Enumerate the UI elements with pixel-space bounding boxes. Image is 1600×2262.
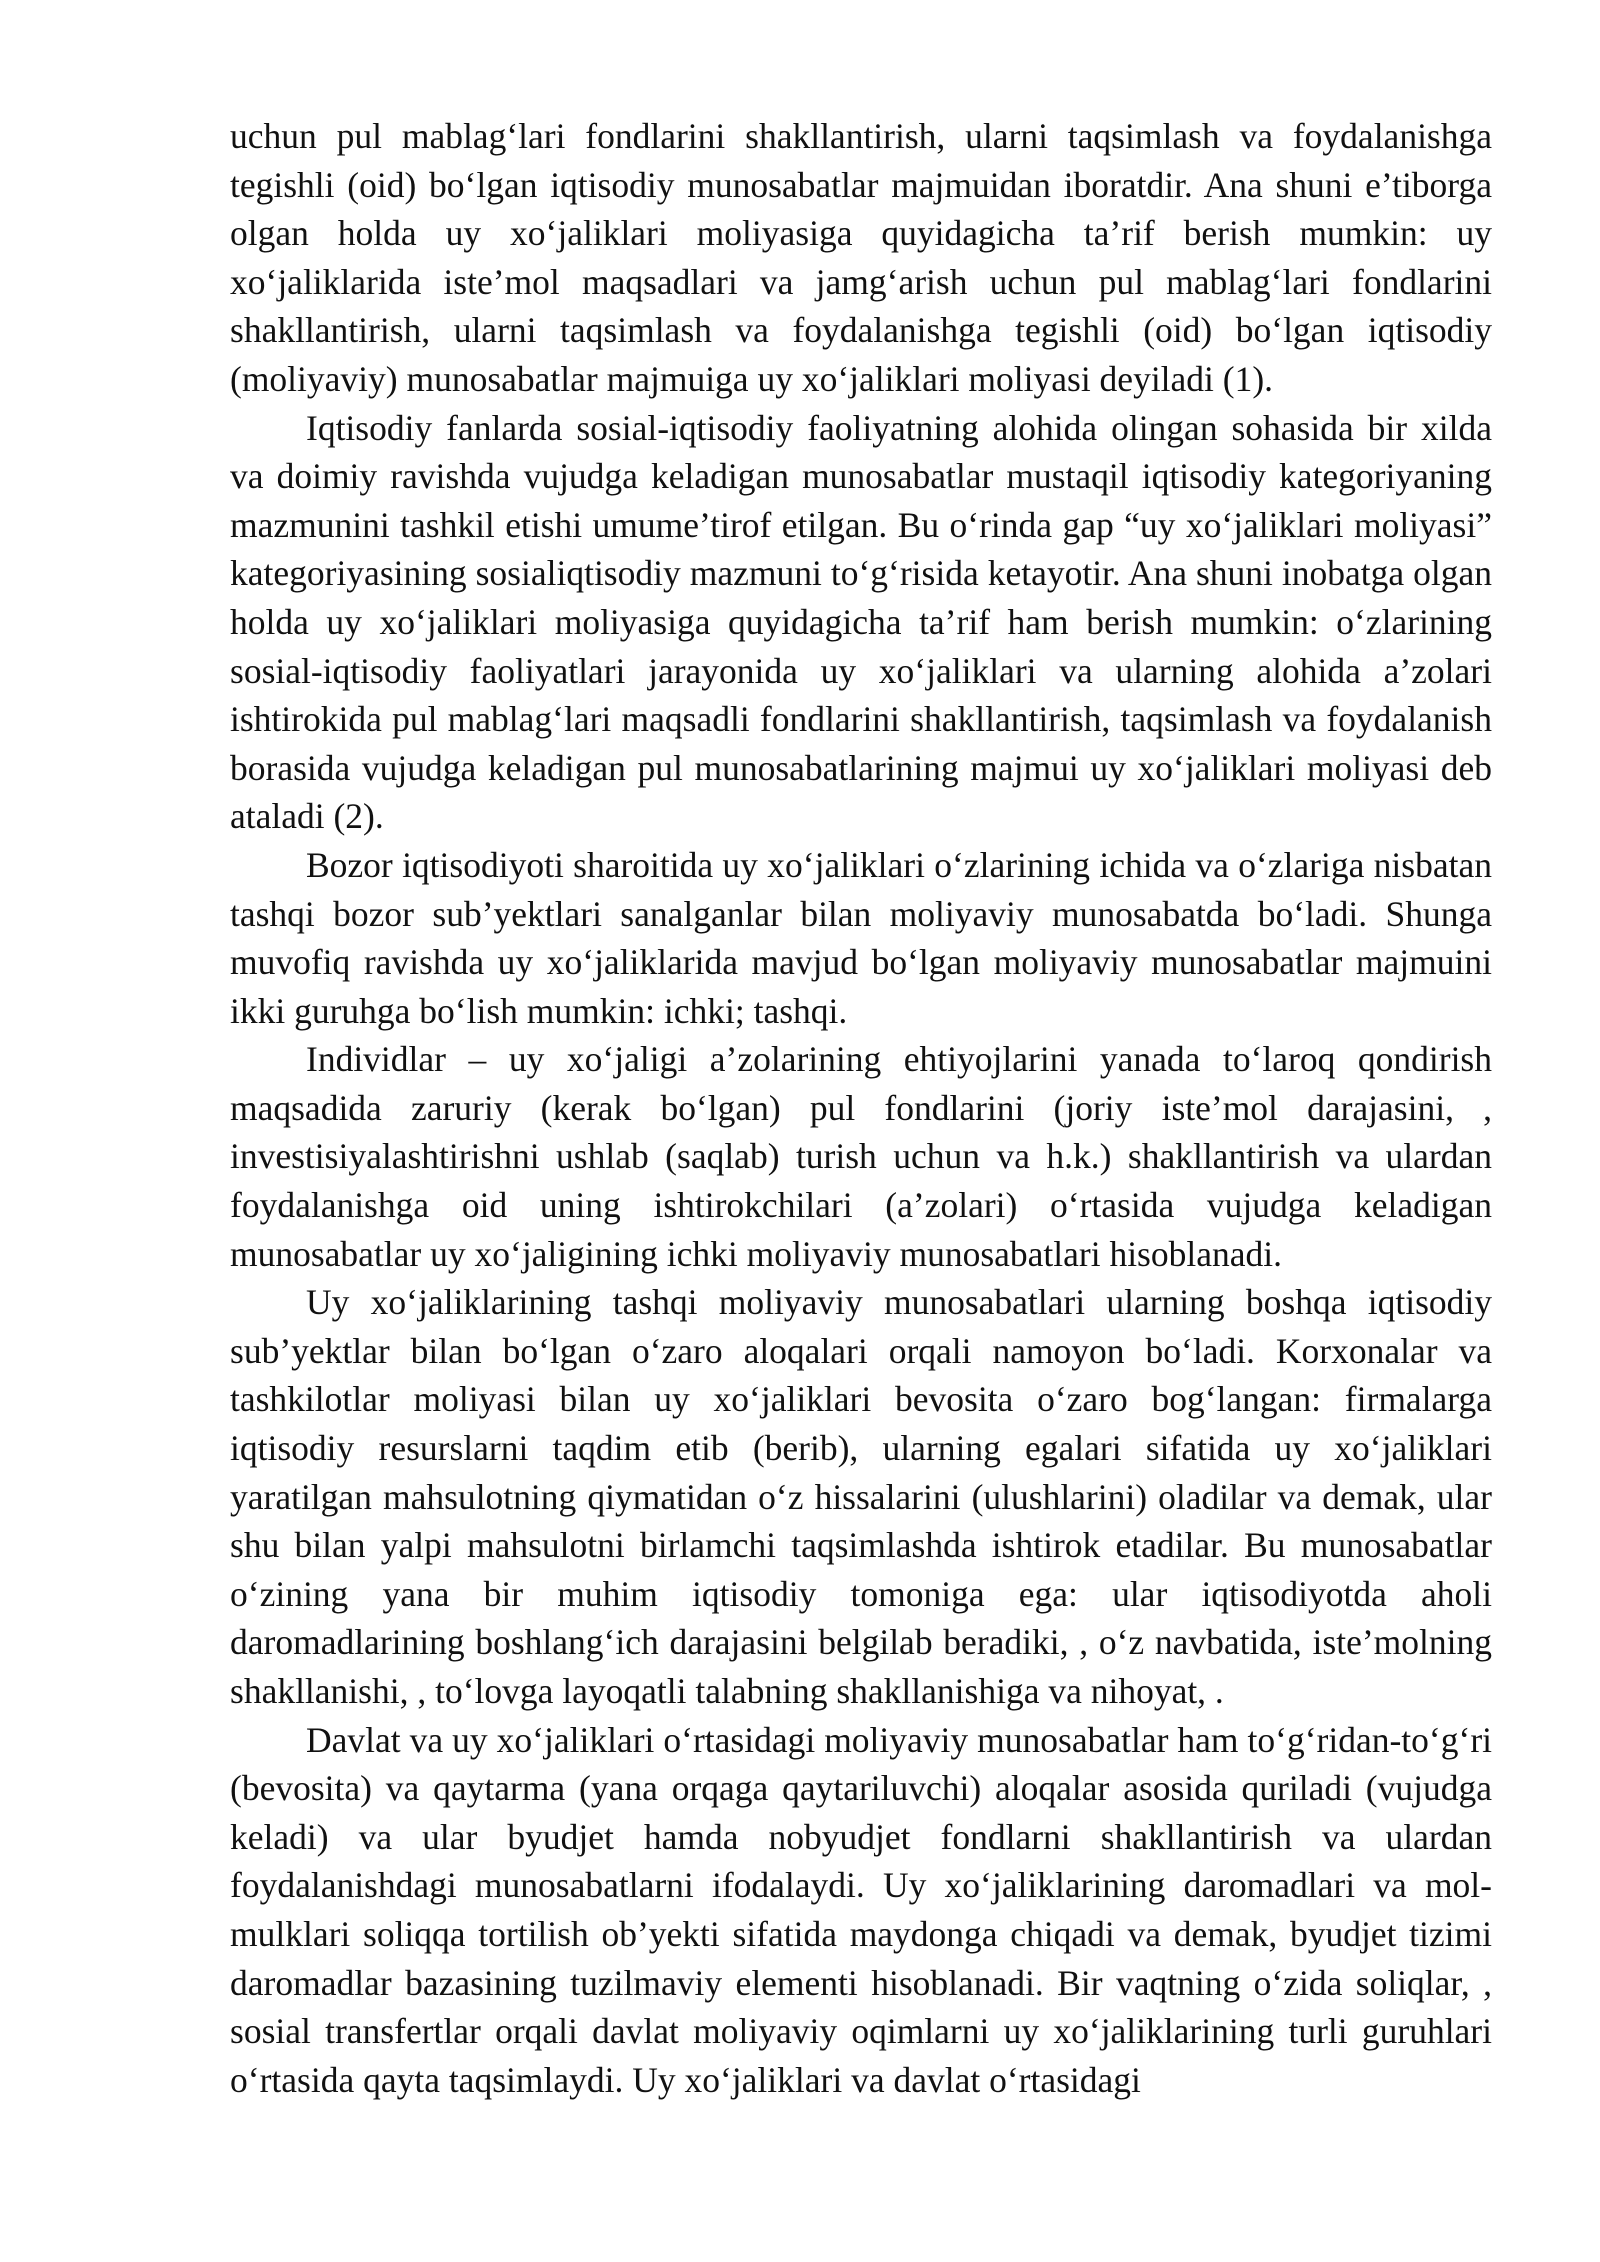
document-page: [230, 112, 1492, 2104]
paragraph: Iqtisodiy fanlarda sosial-iqtisodiy faoliyatning alohida olingan sohasida bir xilda va doimiy ravishda vujudga keladigan munosabatlar mustaqil iqtisodiy kategoriyaning mazmunini tashkil etishi umume’tirof etilgan. Bu o‘rinda gap “uy xo‘jaliklari moliyasi” kategoriyasining sosialiqtisodiy mazmuni to‘g‘risida ketayotir. Ana shuni inobatga olgan holda uy xo‘jaliklari moliyasiga quyidagicha ta’rif ham berish mumkin: o‘zlarining sosial-iqtisodiy faoliyatlari jarayonida uy xo‘jaliklari va ularning alohida a’zolari ishtirokida pul mablag‘lari maqsadli fondlarini shakllantirish, taqsimlash va foydalanish borasida vujudga keladigan pul munosabatlarining majmui uy xo‘jaliklari moliyasi deb ataladi (2).: [230, 407, 1492, 837]
paragraph: Individlar – uy xo‘jaligi a’zolarining ehtiyojlarini yanada to‘laroq qondirish maqsadida zaruriy (kerak bo‘lgan) pul fondlarini (joriy iste’mol darajasini, , investisiyalashtirishni ushlab (saqlab) turish uchun va h.k.) shakllantirish va ulardan foydalanishga oid uning ishtirokchilari (a’zolari) o‘rtasida vujudga keladigan munosabatlar uy xo‘jaligining ichki moliyaviy munosabatlari hisoblanadi.: [230, 1039, 1492, 1274]
paragraph: Davlat va uy xo‘jaliklari o‘rtasidagi moliyaviy munosabatlar ham to‘g‘ridan-to‘g‘ri (bevosita) va qaytarma (yana orqaga qaytariluvchi) aloqalar asosida quriladi (vujudga keladi) va ular byudjet hamda nobyudjet fondlarni shakllantirish va ulardan foydalanishdagi munosabatlarni ifodalaydi. Uy xo‘jaliklarining daromadlari va mol-mulklari soliqqa tortilish ob’yekti sifatida maydonga chiqadi va demak, byudjet tizimi daromadlar bazasining tuzilmaviy elementi hisoblanadi. Bir vaqtning o‘zida soliqlar, , sosial transfertlar orqali davlat moliyaviy oqimlarni uy xo‘jaliklarining turli guruhlari o‘rtasida qayta taqsimlaydi. Uy xo‘jaliklari va davlat o‘rtasidagi: [230, 1719, 1492, 2100]
paragraph: Uy xo‘jaliklarining tashqi moliyaviy munosabatlari ularning boshqa iqtisodiy sub’yektlar bilan bo‘lgan o‘zaro aloqalari orqali namoyon bo‘ladi. Korxonalar va tashkilotlar moliyasi bilan uy xo‘jaliklari bevosita o‘zaro bog‘langan: firmalarga iqtisodiy resurslarni taqdim etib (berib), ularning egalari sifatida uy xo‘jaliklari yaratilgan mahsulotning qiymatidan o‘z hissalarini (ulushlarini) oladilar va demak, ular shu bilan yalpi mahsulotni birlamchi taqsimlashda ishtirok etadilar. Bu munosabatlar o‘zining yana bir muhim iqtisodiy tomoniga ega: ular iqtisodiyotda aholi daromadlarining boshlang‘ich darajasini belgilab beradiki, , o‘z navbatida, iste’molning shakllanishi, , to‘lovga layoqatli talabning shakllanishiga va nihoyat, .: [230, 1282, 1492, 1711]
paragraph: Bozor iqtisodiyoti sharoitida uy xo‘jaliklari o‘zlarining ichida va o‘zlariga nisbatan tashqi bozor sub’yektlari sanalganlar bilan moliyaviy munosabatda bo‘ladi. Shunga muvofiq ravishda uy xo‘jaliklarida mavjud bo‘lgan moliyaviy munosabatlar majmuini ikki guruhga bo‘lish mumkin: ichki; tashqi.: [230, 844, 1492, 1031]
paragraph: uchun pul mablag‘lari fondlarini shakllantirish, ularni taqsimlash va foydalanishga tegishli (oid) bo‘lgan iqtisodiy munosabatlar majmuidan iboratdir. Ana shuni e’tiborga olgan holda uy xo‘jaliklari moliyasiga quyidagicha ta’rif berish mumkin: uy xo‘jaliklarida iste’mol maqsadlari va jamg‘arish uchun pul mablag‘lari fondlarini shakllantirish, ularni taqsimlash va foydalanishga tegishli (oid) bo‘lgan iqtisodiy (moliyaviy) munosabatlar majmuiga uy xo‘jaliklari moliyasi deyiladi (1).: [230, 116, 1492, 399]
